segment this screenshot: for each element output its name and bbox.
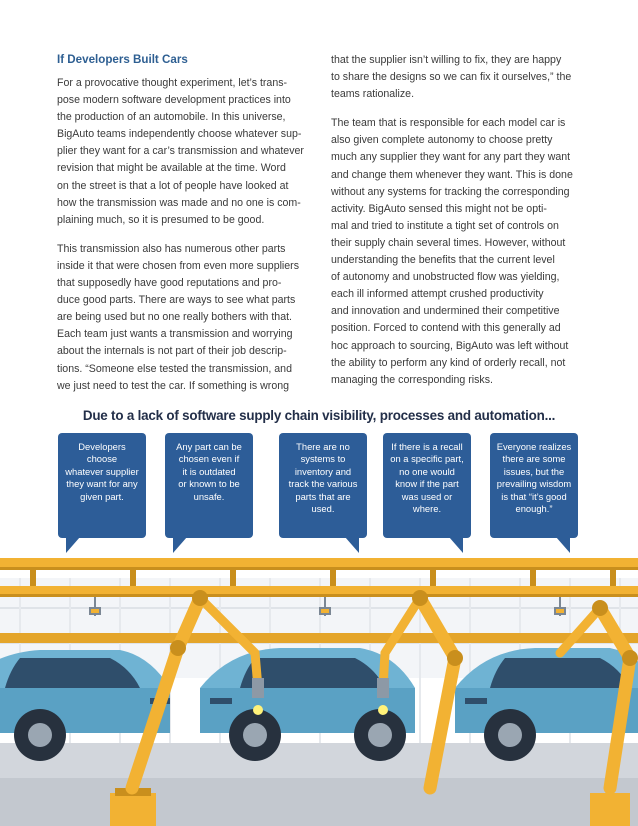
lower-rail: [0, 633, 638, 643]
middle-rail: [0, 586, 638, 594]
right-column: [331, 52, 581, 401]
assembly-line-illustration: [0, 538, 638, 826]
right-paragraph-2: The team that is responsible for each model car is also given complete autonomy to choose pretty much any supplier they want for any part they want and change them whenever they want. This is done without any systems for tracking the corresponding activity. BigAuto sensed this might not be opti- mal and tried to institute a tight set of controls on their supply chain several times. However, without understanding the benefits that the current level of autonomy and unobstructed flow was yielding, each ill informed attempt crushed productivity and innovation and undermined their competitive position. Forced to contend with this generally ad hoc approach to sourcing, BigAuto was left without the ability to perform any kind of orderly recall, not managing the corresponding risks.: [331, 117, 573, 386]
speech-bubble-any-part: Any part can be chosen even if it is outdated or known to be unsafe.: [165, 433, 253, 538]
left-paragraph-1: For a provocative thought experiment, let’s trans- pose modern software development practices into the production of an automobile. In this universe, BigAuto teams independently choose whatever sup- plier they want for a car’s transmission and whatever revision that might be available at the time. Word on the street is that a lot of people have looked at how the transmission was made and no one is com- plaining much, so it is presumed to be good.: [57, 77, 304, 226]
left-column: [57, 52, 307, 407]
factory-floor-lower: [0, 778, 638, 826]
speech-bubble-developers-choose: Developers choose whatever supplier they want for any given part.: [58, 433, 146, 538]
speech-bubble-no-systems: There are no systems to inventory and track the various parts that are used.: [279, 433, 367, 538]
top-rail: [0, 558, 638, 567]
left-paragraph-2: This transmission also has numerous other parts inside it that were chosen from even more suppliers that supposedly have good reputations and pro- duce good parts. There are ways to see what parts are being used but no one really bothers with that. Each team just wants a transmission and worrying about the internals is not part of their job descrip- tions. “Someone else tested the transmission, and we just need to test the car. If something is wrong: [57, 242, 300, 392]
speech-bubble-recall: If there is a recall on a specific part, no one would know if the part was used or where.: [383, 433, 471, 538]
right-paragraph-1: that the supplier isn’t willing to fix, they are happy to share the designs so we can fix it ourselves,” the teams rationalize.: [331, 54, 572, 101]
speech-bubble-good-enough: Everyone realizes there are some issues, but the prevailing wisdom is that “it’s good enough.”: [490, 433, 578, 538]
section-heading: If Developers Built Cars: [57, 53, 188, 66]
banner-heading: Due to a lack of software supply chain visibility, processes and automation...: [82, 408, 556, 423]
